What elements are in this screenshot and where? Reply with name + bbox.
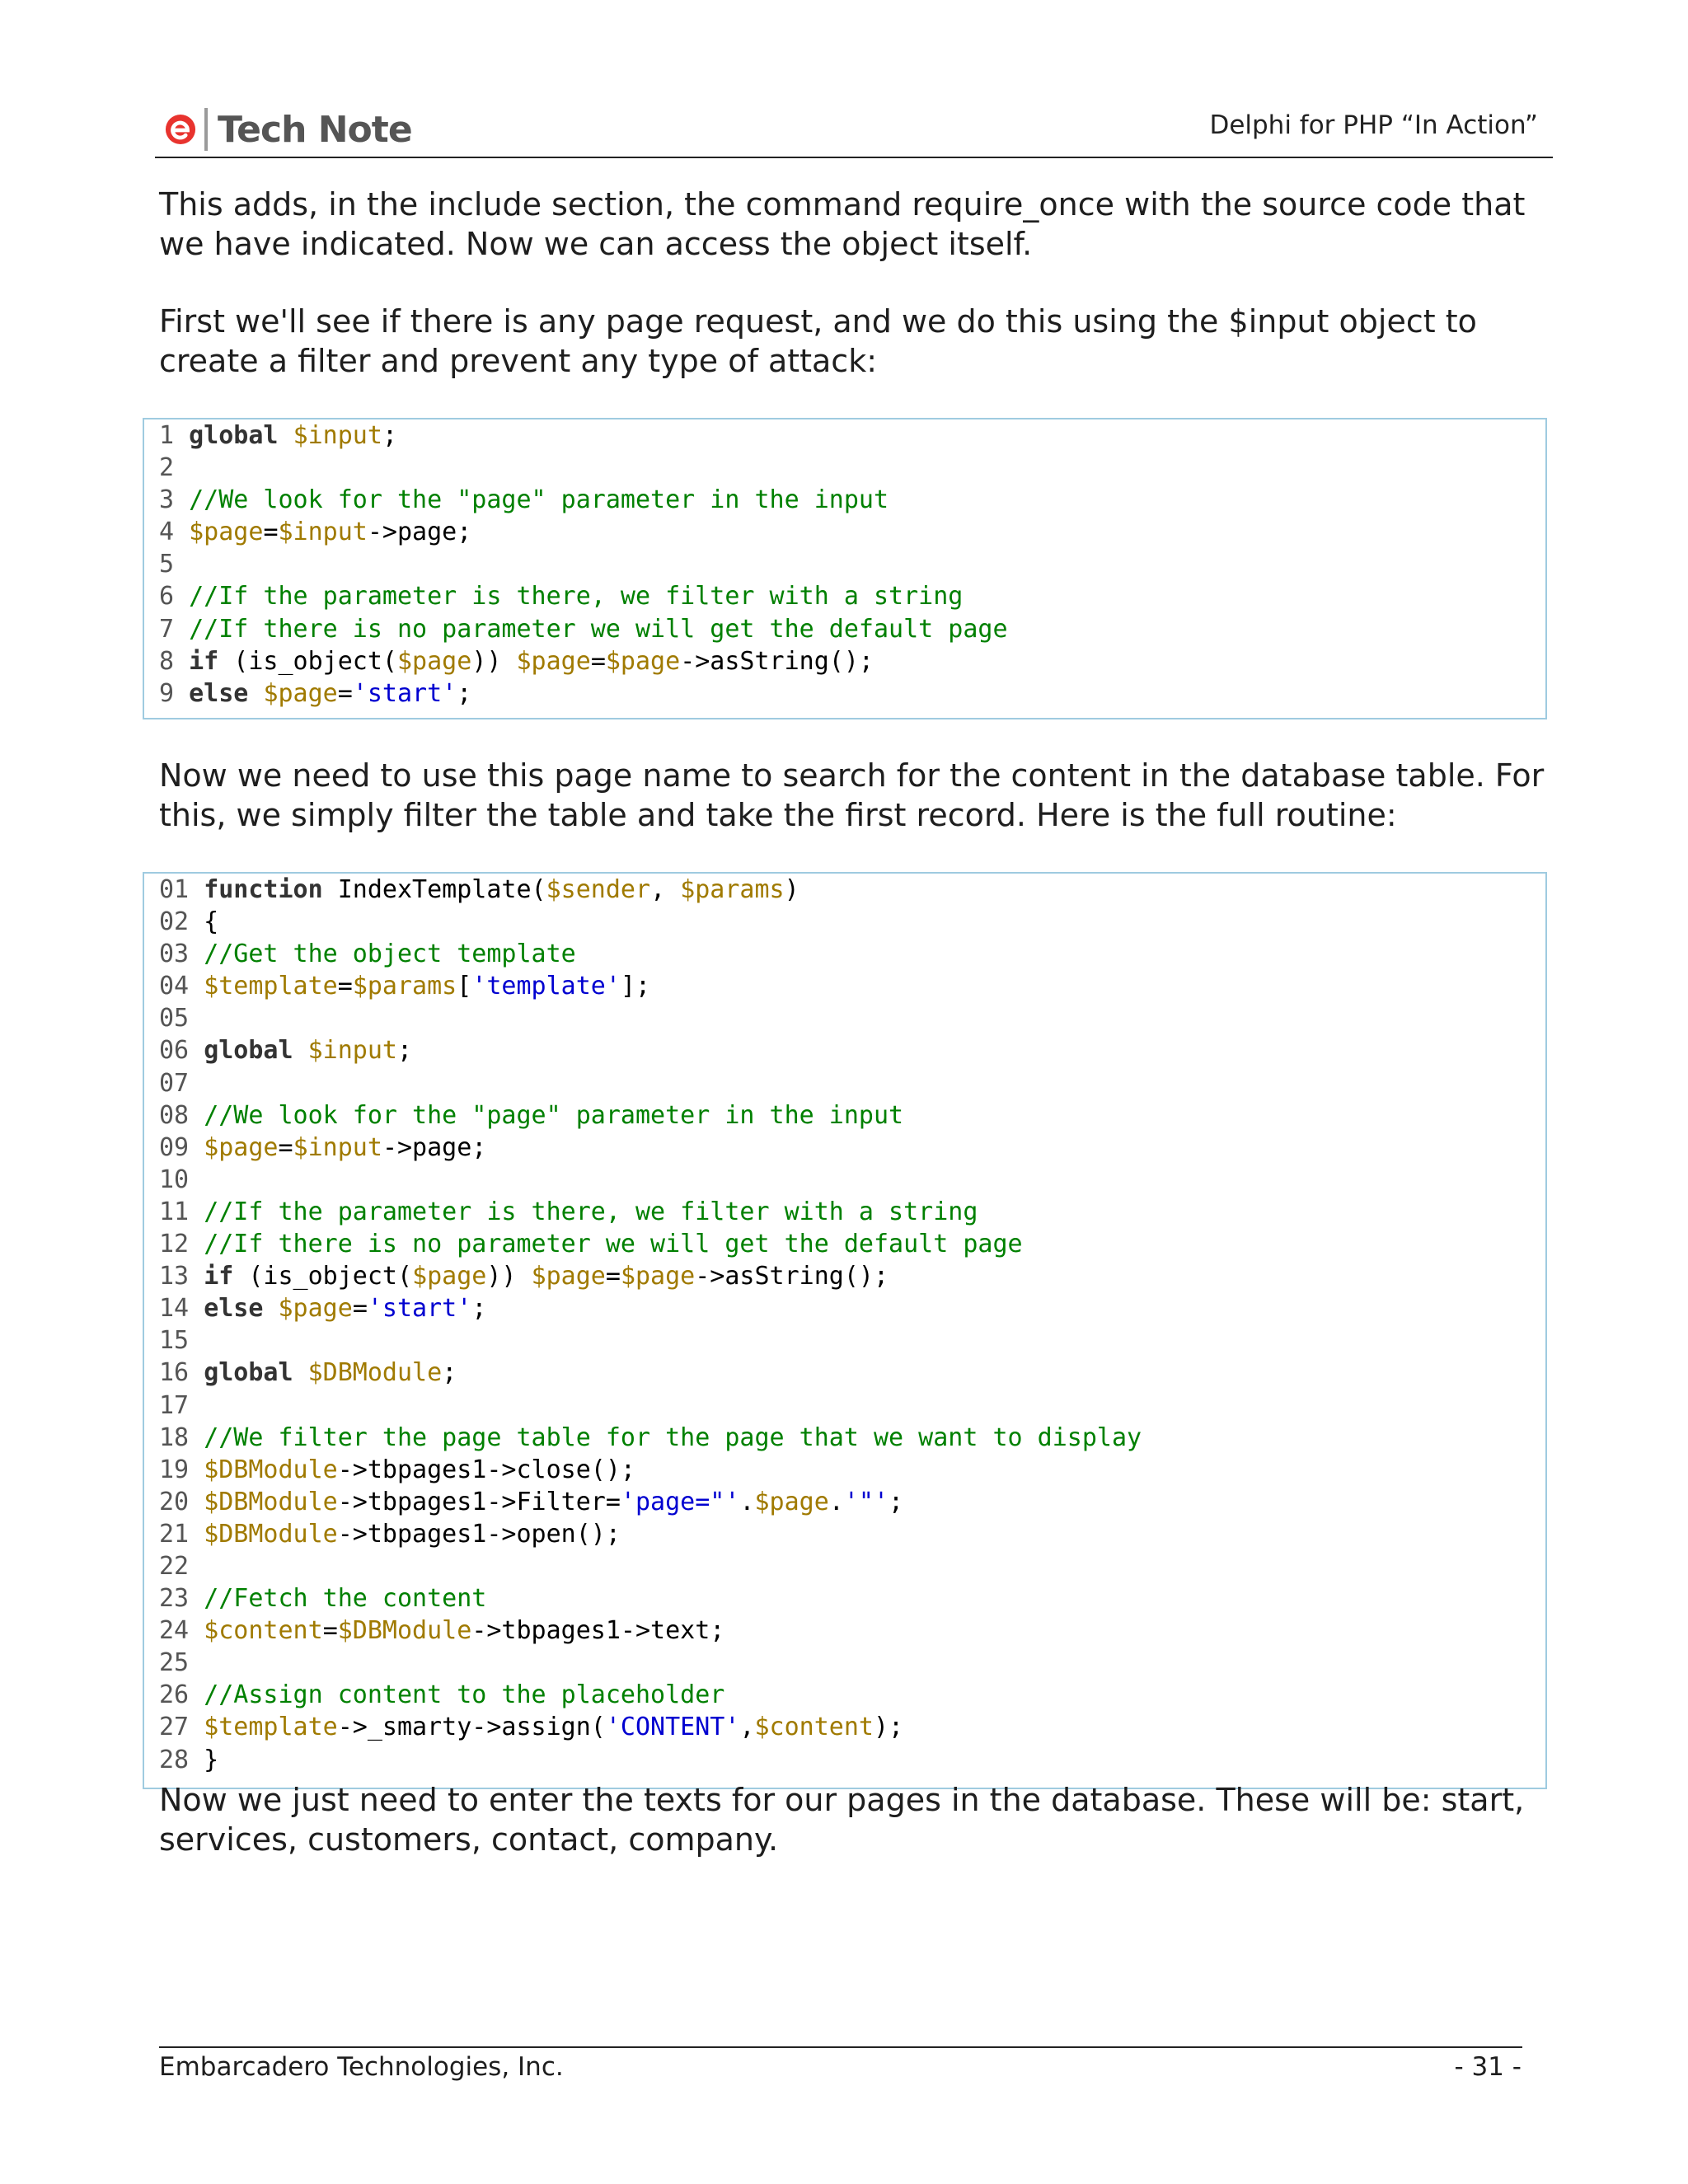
code-listing: 01 function IndexTemplate($sender, $params) 02 { 03 //Get the object template 04 $template=$params['template']; 05 06 global $input; 07 08 //We look for the "page" parameter in the input 09 $page=$input->page; 10 11 //If the parameter is there, we filter with a string 12 //If there is no parameter we will get the default page 13 if (is_object($page)) $page=$page->asString(); 14 else $page='start'; 15 16 global $DBModule; 17 18 //We filter the page table for the page that we want to display 19 $DBModule->tbpages1->close(); 20 $DBModule->tbpages1->Filter='page="'.$page.'"'; 21 $DBModule->tbpages1->open(); 22 23 //Fetch the content 24 $content=$DBModule->tbpages1->text; 25 26 //Assign content to the placeholder 27 $template->_smarty->assign('CONTENT',$content); 28 } <box>159 875 1142 1774</box>
code-listing: 1 global $input; 2 3 //We look for the "page" parameter in the input 4 $page=$input->page; 5 6 //If the parameter is there, we filter with a string 7 //If there is no parameter we will get the default page 8 if (is_object($page)) $page=$page->asString(); 9 else $page='start'; <box>159 421 1008 708</box>
code-block-1 <box>143 418 1547 719</box>
paragraph-text: This adds, in the include section, the command require_once with the source code that we have indicated. Now we can access the object itself. <box>159 186 1526 262</box>
logo-separator <box>204 108 208 151</box>
footer-company: Embarcadero Technologies, Inc. <box>159 2052 564 2082</box>
tech-note-logo <box>165 107 412 152</box>
page-header <box>155 97 1553 158</box>
footer-divider <box>159 2046 1522 2048</box>
paragraph-text: Now we just need to enter the texts for our pages in the database. These will be: start, services, customers, contact, company. <box>159 1782 1525 1858</box>
paragraph-text: Now we need to use this page name to search for the content in the database table. For this, we simply filter the table and take the first record. Here is the full routine: <box>159 757 1545 833</box>
logo-text: Tech Note <box>218 108 412 151</box>
paragraph-search-content <box>159 756 1560 835</box>
document-title: Delphi for PHP “In Action” <box>1209 110 1538 140</box>
paragraph-intro <box>159 185 1560 264</box>
code-block-2 <box>143 872 1547 1789</box>
embarcadero-e-icon <box>165 114 196 145</box>
footer-page-number: - 31 - <box>1454 2052 1522 2082</box>
paragraph-page-request <box>159 302 1560 381</box>
paragraph-enter-texts <box>159 1780 1560 1859</box>
paragraph-text: First we'll see if there is any page request, and we do this using the $input object to create a filter and prevent any type of attack: <box>159 303 1477 379</box>
